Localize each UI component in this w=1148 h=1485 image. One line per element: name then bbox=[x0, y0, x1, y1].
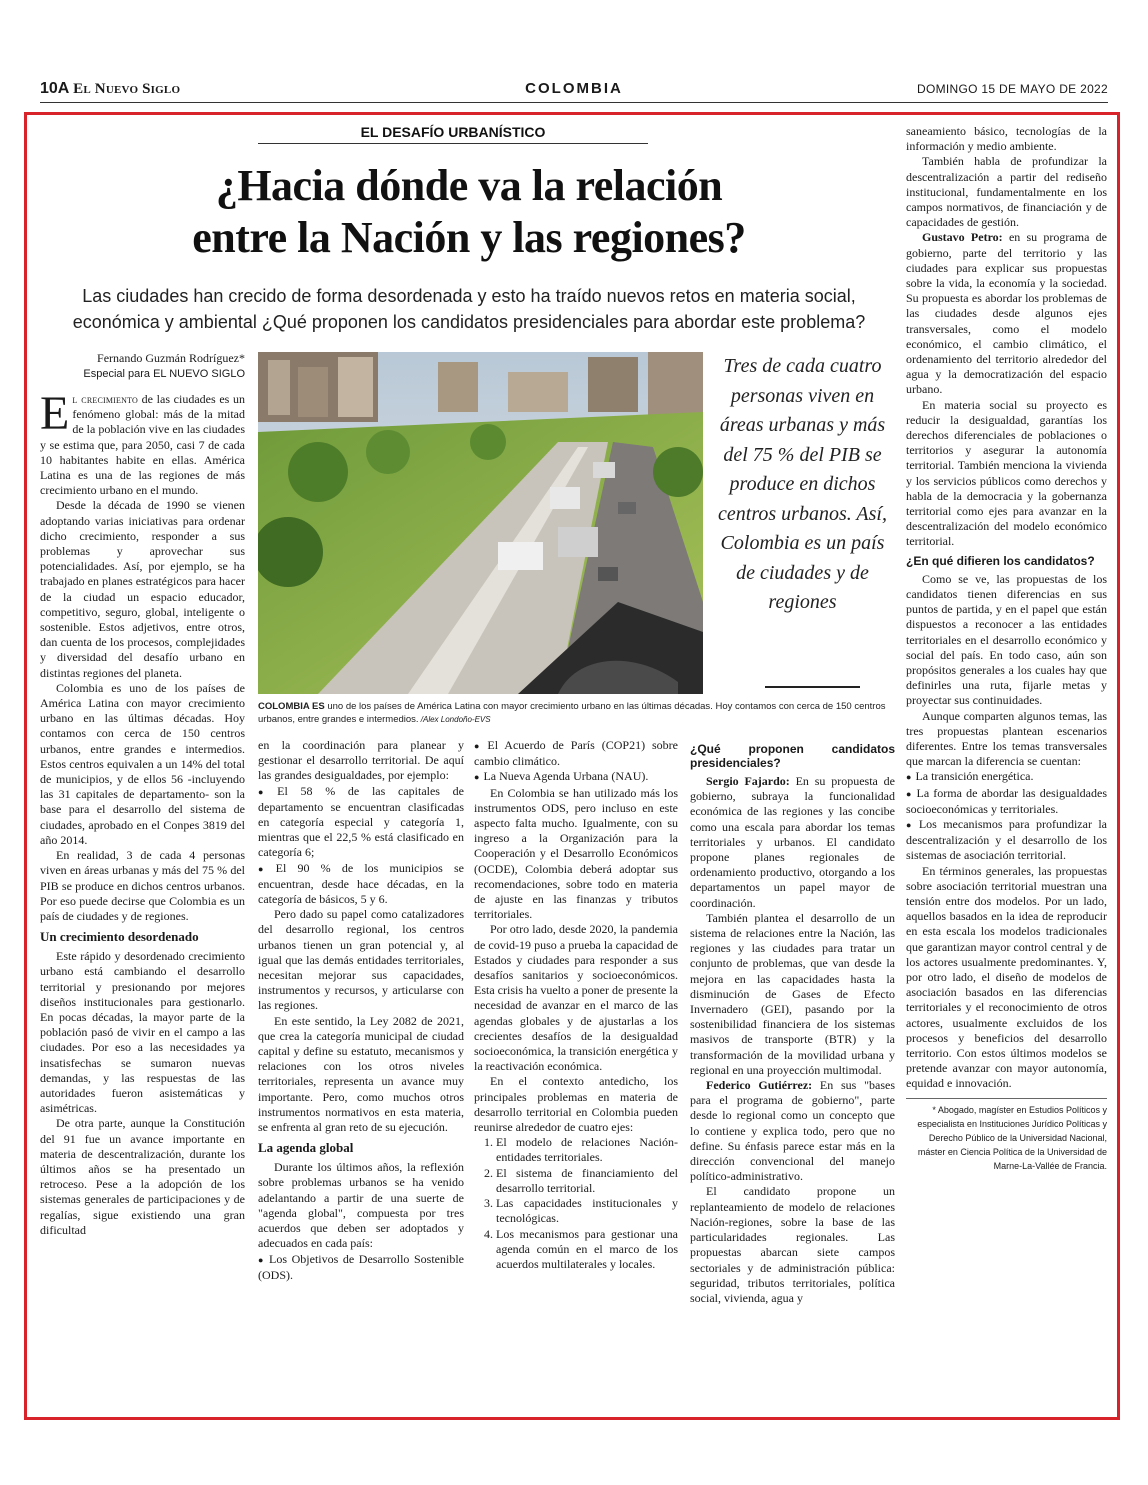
pull-quote-rule bbox=[765, 686, 860, 688]
caption-text: uno de los países de América Latina con mayor crecimiento urbano en las últimas décadas. Hoy contamos con cerca de 150 centros urbanos, entre grandes e intermedios. bbox=[258, 701, 886, 725]
paragraph: En el contexto antedicho, los principales problemas en materia de desarrollo territorial en Colombia pueden reunirse alrededor de cuatro ejes: bbox=[474, 1074, 678, 1135]
photo-credit: /Alex Londoño-EVS bbox=[418, 715, 491, 724]
paragraph: En materia social su proyecto es reducir la desigualdad, garantías los derechos diferenciales de poblaciones o territorios y asegurar la autonomía territorial. También menciona la vivienda y los servicios públicos como derechos y habla de la democracia y la gobernanza territorial como ejes para avanzar en la descentralización del modelo económico territorial. bbox=[906, 397, 1107, 549]
headline-line-2: entre la Nación y las regiones? bbox=[192, 213, 746, 262]
paragraph: Durante los últimos años, la reflexión sobre problemas urbanos se ha venido adelantando a partir de una suerte de "agenda global", compuesta por tres acuerdos que deben ser adoptados y adecuados en cada país: bbox=[258, 1160, 464, 1251]
street-photo-image bbox=[258, 352, 703, 694]
bullet-item: ● La forma de abordar las desigualdades socioeconómicas y territoriales. bbox=[906, 786, 1107, 817]
article-photo bbox=[258, 352, 703, 694]
candidate-name: Federico Gutiérrez: bbox=[706, 1078, 813, 1093]
paragraph: saneamiento básico, tecnologías de la información y medio ambiente. bbox=[906, 124, 1107, 154]
paragraph-text: En su propuesta de gobierno, subraya la funcionalidad económica de las regiones y las concibe como una escala para abordar los temas territoriales y urbanos. El candidato propone planes regionales de ordenamiento productivo, otorgando a los departamentos un papel mayor de coordinación. bbox=[690, 774, 896, 910]
article-dek bbox=[40, 283, 898, 335]
paragraph: Aunque comparten algunos temas, las tres propuestas plantean escenarios diferentes. Entre los temas transversales que marcan la diferencia se cuentan: bbox=[906, 708, 1107, 769]
section-name: COLOMBIA bbox=[525, 80, 623, 97]
subheading: Un crecimiento desordenado bbox=[40, 929, 199, 945]
lead-in: l crecimiento bbox=[72, 392, 139, 406]
list-item: 2. El sistema de financiamiento del desarrollo territorial. bbox=[496, 1166, 678, 1196]
list-item: 4. Los mecanismos para gestionar una agenda común en el marco de los acuerdos multilaterales y locales. bbox=[496, 1227, 678, 1273]
issue-date: DOMINGO 15 DE MAYO DE 2022 bbox=[917, 82, 1108, 96]
author-footnote: * Abogado, magíster en Estudios Políticos y especialista en Instituciones Jurídico Políticas y Derecho Público de la Universidad Nacional, máster en Ciencia Política de la Universidad de Marne-La-Vallée de Francia. bbox=[906, 1098, 1107, 1173]
subheading: ¿Qué proponen candidatos presidenciales? bbox=[690, 742, 895, 770]
dek-line-2: económica y ambiental ¿Qué proponen los candidatos presidenciales para abordar este problema? bbox=[72, 312, 866, 332]
subheading: La agenda global bbox=[258, 1140, 354, 1156]
paragraph-text: En sus "bases para el programa de gobierno", parte desde lo regional como un concepto que lo contiene y explica todo, pero que no define. Su énfasis parece estar más en la dirección convencional del manejo político-administrativo. bbox=[690, 1078, 896, 1184]
paragraph bbox=[690, 1078, 895, 1184]
list-item: 1. El modelo de relaciones Nación-entidades territoriales. bbox=[496, 1135, 678, 1165]
paragraph: Como se ve, las propuestas de los candidatos tienen diferencias en sus puntos de partida, y en el papel que están dispuestos a reconocer a las entidades territoriales en el desarrollo económico y social del país. En todo caso, aún son propósitos generales a los cuales hay que definirles una ruta, fijarle metas y proyectar sus continuidades. bbox=[906, 571, 1107, 708]
paragraph: Desde la década de 1990 se vienen adoptando varias iniciativas para ordenar dicho crecimiento, responder a sus problemas y aprovechar sus potencialidades. Así, por ejemplo, se ha trabajado en planes estratégicos para hacer de la ciudad un espacio educador, competitivo, seguro, global, inteligente o sostenible. Estos adjetivos, entre otros, dan cuenta de los procesos, complejidades y diversidad del desafío urbano en distintas regiones del planeta. bbox=[40, 498, 245, 680]
column-4 bbox=[690, 738, 895, 1306]
dek-line-1: Las ciudades han crecido de forma desordenada y esto ha traído nuevos retos en materia social, bbox=[82, 286, 856, 306]
paragraph: También plantea el desarrollo de un sistema de relaciones entre la Nación, las regiones y las ciudades para tratar un conjunto de problemas, que van desde la mejora en las capacidades hasta la disminución de Gases de Efecto Invernadero (GEI), pasando por la sostenibilidad financiera de los sistemas masivos de transporte (BTR) y la transformación de la movilidad urbana y regional en una proyección multimodal. bbox=[690, 910, 895, 1077]
paragraph bbox=[40, 387, 245, 498]
problem-axes-list bbox=[474, 1135, 678, 1272]
newspaper-name: El Nuevo Siglo bbox=[73, 81, 181, 97]
paragraph: En realidad, 3 de cada 4 personas viven en áreas urbanas y más del 75 % del PIB se produce en dichos centros urbanos. Por eso puede decirse que Colombia es un país de ciudades y de regiones. bbox=[40, 848, 245, 923]
paragraph-text: en su programa de gobierno, parte del territorio y las ciudades para explicar sus propuestas sobre la vida, la economía y la sociedad. Su propuesta es abordar los problemas de las ciudades desde algunos ejes transversales, como el modelo económico, el cambio climático, el ordenamiento del territorio alrededor del agua y la democratización del espacio urbano. bbox=[906, 230, 1107, 397]
article-headline bbox=[40, 160, 898, 264]
subheading: ¿En qué difieren los candidatos? bbox=[906, 553, 1095, 568]
author-name: Fernando Guzmán Rodríguez* bbox=[97, 351, 245, 365]
column-1 bbox=[40, 387, 245, 1238]
page-header bbox=[40, 80, 1108, 103]
paragraph bbox=[690, 774, 895, 911]
bullet-item: ● Los Objetivos de Desarrollo Sostenible (ODS). bbox=[258, 1252, 464, 1283]
paragraph: El candidato propone un replanteamiento de modelo de relaciones Nación-regiones, sobre la base de las particularidades regionales. Las propuestas abarcan siete campos sectoriales y de administración pública: seguridad, tributos territoriales, política social, vivienda, agua y bbox=[690, 1184, 895, 1305]
paragraph: De otra parte, aunque la Constitución del 91 fue un avance importante en materia de descentralización, durante los últimos años se ha presentado un retroceso. Pese a la adopción de los sistemas generales de participaciones y de regalías, sigue existiendo una gran dificultad bbox=[40, 1116, 245, 1237]
paragraph-text: de las ciudades es un fenómeno global: más de la mitad de la población vive en las ciudades y se estima que, para 2050, casi 7 de cada 10 habitantes habite en ellas. América Latina es una de las regiones de más crecimiento urbano en el mundo. bbox=[40, 392, 245, 498]
paragraph: Colombia es uno de los países de América Latina con mayor crecimiento urbano en las últimas décadas. Hoy contamos con cerca de 150 centros urbanos, entre grandes e intermedios. Estos centros equivalen a un 14% del total de municipios, y de ellos 56 -incluyendo las 31 capitales de departamento- son la base para el desarrollo del sistema de ciudades, aprobado en el Conpes 3819 del año 2014. bbox=[40, 680, 245, 847]
pull-quote: Tres de cada cuatro personas viven en áreas urbanas y más del 75 % del PIB se produce en dichos centros urbanos. Así, Colombia es un país de ciudades y de regiones bbox=[718, 355, 887, 613]
paragraph: Este rápido y desordenado crecimiento urbano está cambiando el desarrollo territorial y presionando por mejores diseños institucionales para gestionarlo. En pocas décadas, la mayor parte de la población pasó de vivir en el campo a las ciudades. Por eso a las necesidades ya insatisfechas se sumaron nuevas demandas, y las respuestas de las autoridades fueron asistemáticas y asimétricas. bbox=[40, 949, 245, 1116]
bullet-item: ● Los mecanismos para profundizar la descentralización y el desarrollo de los sistemas de asociación territorial. bbox=[906, 817, 1107, 864]
column-5 bbox=[906, 124, 1107, 1173]
photo-caption bbox=[258, 700, 898, 726]
paragraph: Por otro lado, desde 2020, la pandemia de covid-19 puso a prueba la capacidad de Estados y ciudades para responder a sus desafíos sanitarios y socioeconómicos. Esta crisis ha vuelto a poner de presente la necesidad de avanzar en el marco de las agendas globales y de ajustarlas a los crecientes desafíos de la desigualdad socioeconómica, la transición energética y la reactivación económica. bbox=[474, 922, 678, 1074]
paragraph: En este sentido, la Ley 2082 de 2021, que crea la categoría municipal de ciudad capital y define su estatuto, mecanismos y relaciones con los otros niveles territoriales, representa un avance muy importante. Pero, como muchos otros instrumentos normativos en esta materia, se enfrenta al gran reto de su ejecución. bbox=[258, 1013, 464, 1135]
article-kicker: EL DESAFÍO URBANÍSTICO bbox=[258, 124, 648, 144]
author-role: Especial para EL NUEVO SIGLO bbox=[83, 368, 245, 380]
headline-line-1: ¿Hacia dónde va la relación bbox=[215, 161, 723, 210]
paragraph: También habla de profundizar la descentralización a partir del rediseño institucional, fundamentalmente en los campos normativos, de financiación y de capacidades de gestión. bbox=[906, 154, 1107, 230]
candidate-name: Gustavo Petro: bbox=[922, 230, 1003, 245]
drop-cap: E bbox=[40, 387, 70, 440]
column-2 bbox=[258, 738, 464, 1283]
list-item: 3. Las capacidades institucionales y tecnológicas. bbox=[496, 1196, 678, 1226]
paragraph bbox=[906, 230, 1107, 397]
caption-lead: COLOMBIA ES bbox=[258, 701, 325, 712]
column-3 bbox=[474, 738, 678, 1272]
paragraph: En Colombia se han utilizado más los instrumentos ODS, pero incluso en este aspecto falta mucho. Igualmente, con su ingreso a la Organización para la Cooperación y el Desarrollo Económicos (OCDE), Colombia deberá adoptar sus recomendaciones, sobre todo en materia de ajuste en las finanzas y tributos territoriales. bbox=[474, 785, 678, 922]
byline bbox=[40, 350, 245, 382]
bullet-item: ● El 58 % de las capitales de departamento se encuentran clasificadas en categoría especial y categoría 1, mientras que el 22,5 % está clasificado en categoría 6; bbox=[258, 784, 464, 861]
paragraph: Pero dado su papel como catalizadores del desarrollo regional, los centros urbanos tienen un gran potencial y, al igual que las demás entidades territoriales, necesitan mejorar sus capacidades, instrumentos y recursos, y articularse con las regiones. bbox=[258, 907, 464, 1013]
paragraph: En términos generales, las propuestas sobre asociación territorial muestran una tensión entre dos modelos. Por un lado, aquellos basados en la idea de reproducir en esta escala los modelos tradicionales que garantizan mayor control central y de los actores usualmente predominantes. Y, por otro lado, el diseño de modelos de asociación basados en las diferencias territoriales y el reconocimiento de otros actores, usualmente excluidos de los procesos y beneficios del desarrollo territorio. Con estos últimos modelos se pretende avanzar con mayor autonomía, equidad e innovación. bbox=[906, 863, 1107, 1091]
page-number: 10A bbox=[40, 80, 70, 97]
bullet-item: ● El 90 % de los municipios se encuentran, desde hace décadas, en la categoría de básicos, 5 y 6. bbox=[258, 861, 464, 908]
candidate-name: Sergio Fajardo: bbox=[706, 774, 790, 788]
bullet-item: ● La transición energética. bbox=[906, 769, 1107, 785]
bullet-item: ● La Nueva Agenda Urbana (NAU). bbox=[474, 769, 678, 785]
bullet-item: ● El Acuerdo de París (COP21) sobre cambio climático. bbox=[474, 738, 678, 769]
paragraph: en la coordinación para planear y gestionar el desarrollo territorial. De aquí las grandes desigualdades, por ejemplo: bbox=[258, 738, 464, 783]
